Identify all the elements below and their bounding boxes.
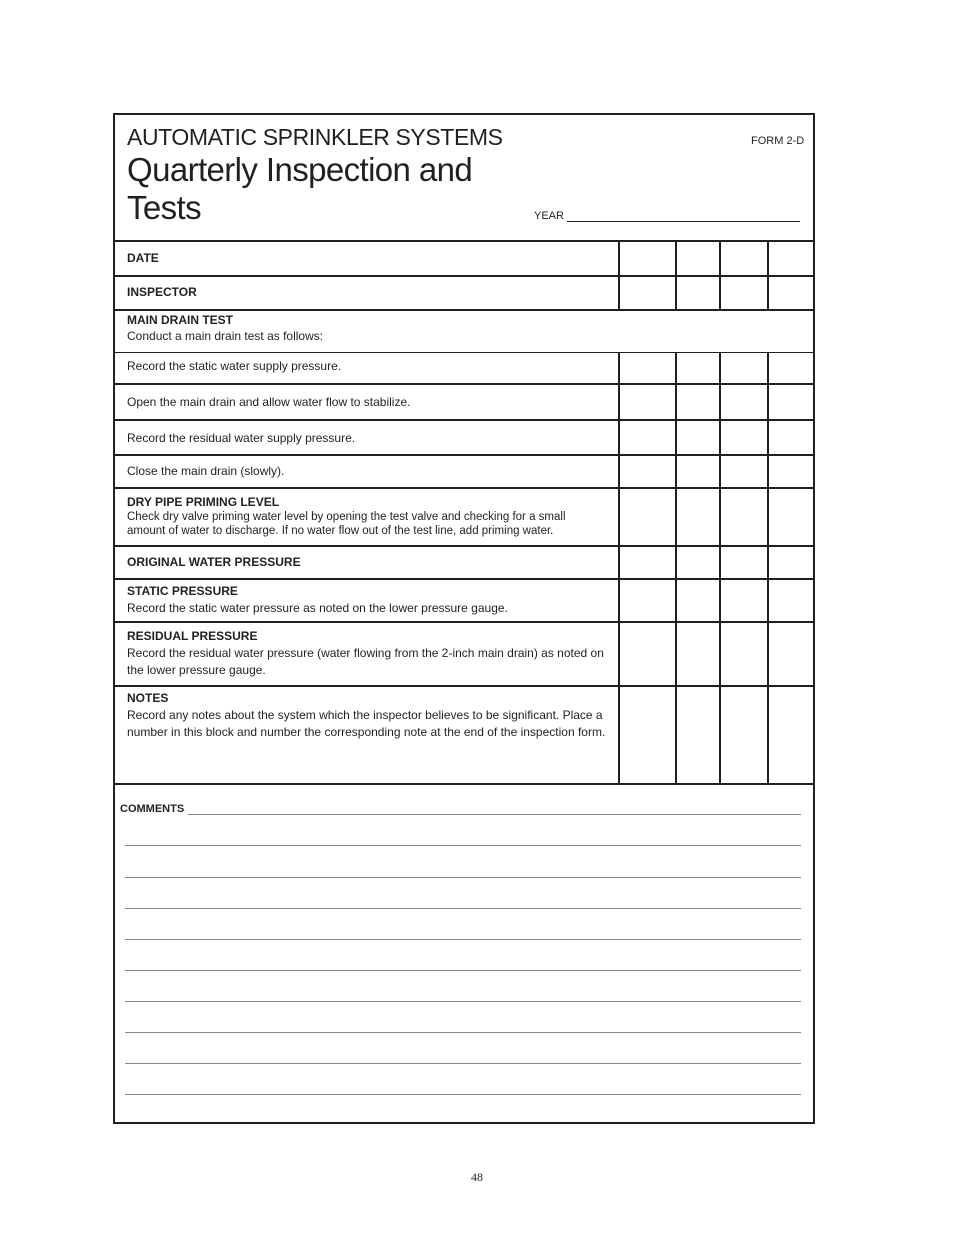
comment-line[interactable]	[125, 877, 801, 878]
entry-cell[interactable]	[767, 456, 813, 487]
entry-cell[interactable]	[675, 489, 719, 545]
inspection-form	[113, 113, 815, 1124]
entry-cell[interactable]	[767, 580, 813, 621]
comment-line[interactable]	[188, 814, 801, 815]
section-desc: Check dry valve priming water level by opening the test valve and checking for a small amount of water to discharge. If no water flow out of the test line, add priming water.	[127, 511, 566, 537]
section-title: RESIDUAL PRESSURE	[127, 629, 258, 643]
row-residual-pressure	[115, 623, 813, 687]
entry-cell[interactable]	[675, 353, 719, 383]
entry-cell[interactable]	[618, 547, 675, 578]
entry-cell[interactable]	[719, 277, 767, 309]
section-desc: Record the static water pressure as noted on the lower pressure gauge.	[127, 601, 508, 615]
entry-cell[interactable]	[719, 489, 767, 545]
entry-cell[interactable]	[719, 547, 767, 578]
comment-line[interactable]	[125, 908, 801, 909]
row-main-drain	[115, 311, 813, 353]
entry-cell[interactable]	[618, 385, 675, 419]
page-number: 48	[471, 1170, 483, 1184]
entry-cell[interactable]	[719, 580, 767, 621]
entry-cell[interactable]	[618, 242, 675, 275]
comment-line[interactable]	[125, 970, 801, 971]
comment-line[interactable]	[125, 939, 801, 940]
section-desc: Record any notes about the system which the inspector believes to be significant. Place a number in this block and number the corresponding note at the end of the inspection form.	[127, 708, 606, 739]
entry-cell[interactable]	[767, 277, 813, 309]
entry-cell[interactable]	[719, 687, 767, 783]
section-title: NOTES	[127, 691, 169, 705]
entry-cell[interactable]	[767, 489, 813, 545]
step-label: Record the residual water supply pressure.	[127, 431, 356, 445]
comment-line[interactable]	[125, 845, 801, 846]
year-input-line[interactable]	[567, 212, 800, 222]
row-step-static	[115, 353, 813, 385]
entry-cell[interactable]	[618, 623, 675, 685]
row-step-close	[115, 456, 813, 489]
entry-cell[interactable]	[675, 580, 719, 621]
year-label: YEAR	[534, 210, 564, 222]
form-number: FORM 2-D	[751, 135, 805, 147]
comments-section	[115, 785, 813, 1122]
entry-cell[interactable]	[618, 687, 675, 783]
section-title: STATIC PRESSURE	[127, 584, 238, 598]
entry-cell[interactable]	[719, 456, 767, 487]
row-step-open	[115, 385, 813, 421]
section-desc: Conduct a main drain test as follows:	[127, 329, 324, 343]
entry-cell[interactable]	[618, 353, 675, 383]
entry-cell[interactable]	[719, 353, 767, 383]
comment-line[interactable]	[125, 1094, 801, 1095]
entry-cell[interactable]	[719, 623, 767, 685]
row-label: ORIGINAL WATER PRESSURE	[127, 555, 301, 569]
entry-cell[interactable]	[675, 421, 719, 454]
row-notes	[115, 687, 813, 785]
comment-line[interactable]	[125, 1001, 801, 1002]
step-label: Open the main drain and allow water flow to stabilize.	[127, 395, 411, 409]
section-title: MAIN DRAIN TEST	[127, 313, 233, 327]
entry-cell[interactable]	[719, 242, 767, 275]
entry-cell[interactable]	[767, 687, 813, 783]
comment-line[interactable]	[125, 1032, 801, 1033]
row-static-pressure	[115, 580, 813, 623]
row-date	[115, 242, 813, 277]
step-label: Record the static water supply pressure.	[127, 359, 342, 373]
section-title: DRY PIPE PRIMING LEVEL	[127, 495, 280, 509]
entry-cell[interactable]	[719, 421, 767, 454]
entry-cell[interactable]	[618, 580, 675, 621]
entry-cell[interactable]	[767, 421, 813, 454]
entry-cell[interactable]	[675, 385, 719, 419]
page-title: Quarterly Inspection and Tests	[127, 151, 473, 226]
entry-cell[interactable]	[618, 456, 675, 487]
entry-cell[interactable]	[618, 277, 675, 309]
entry-cell[interactable]	[675, 242, 719, 275]
row-label: INSPECTOR	[127, 285, 197, 299]
system-title: AUTOMATIC SPRINKLER SYSTEMS	[127, 124, 503, 150]
entry-cell[interactable]	[767, 385, 813, 419]
row-dry-pipe	[115, 489, 813, 547]
entry-cell[interactable]	[675, 547, 719, 578]
entry-cell[interactable]	[618, 489, 675, 545]
row-inspector	[115, 277, 813, 311]
entry-cell[interactable]	[675, 687, 719, 783]
row-original-pressure	[115, 547, 813, 580]
section-desc: Record the residual water pressure (water flowing from the 2-inch main drain) as noted on the lower pressure gauge.	[127, 646, 604, 677]
entry-cell[interactable]	[675, 456, 719, 487]
form-header	[115, 115, 813, 242]
entry-cell[interactable]	[767, 242, 813, 275]
step-label: Close the main drain (slowly).	[127, 464, 285, 478]
comments-label: COMMENTS	[120, 803, 185, 815]
entry-cell[interactable]	[618, 421, 675, 454]
entry-cell[interactable]	[767, 623, 813, 685]
entry-cell[interactable]	[767, 353, 813, 383]
entry-cell[interactable]	[767, 547, 813, 578]
entry-cell[interactable]	[675, 277, 719, 309]
row-step-residual	[115, 421, 813, 456]
entry-cell[interactable]	[719, 385, 767, 419]
comment-line[interactable]	[125, 1063, 801, 1064]
row-label: DATE	[127, 251, 159, 265]
year-field[interactable]	[534, 210, 800, 222]
entry-cell[interactable]	[675, 623, 719, 685]
